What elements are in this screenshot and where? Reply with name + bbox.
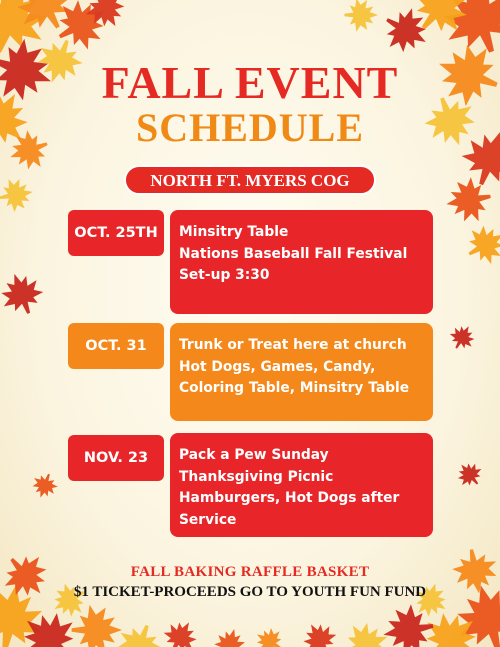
event-detail-line: Coloring Table, Minsitry Table <box>179 380 410 396</box>
raffle-title: FALL BAKING RAFFLE BASKET <box>130 564 370 580</box>
event-date-oct-31: OCT. 31 <box>68 323 164 369</box>
event-detail-line: Hot Dogs, Games, Candy, <box>179 358 376 375</box>
event-detail-line: Thanksgiving Picnic <box>179 468 334 485</box>
event-date-nov-23: NOV. 23 <box>68 435 164 481</box>
maple-leaf-icon <box>445 320 479 354</box>
maple-leaf-icon <box>0 267 48 321</box>
event-details-oct-31 <box>170 323 433 421</box>
event-detail-line: Set-up 3:30 <box>179 267 270 283</box>
maple-leaf-icon <box>338 616 395 647</box>
maple-leaf-icon <box>158 614 204 647</box>
event-detail-line: Pack a Pew Sunday <box>179 447 329 463</box>
event-detail-line: Service <box>179 511 237 528</box>
event-detail-line: Minsitry Table <box>179 224 289 240</box>
title-schedule: SCHEDULE <box>135 105 365 150</box>
maple-leaf-icon <box>344 0 378 32</box>
event-detail-line: Nations Baseball Fall Festival <box>179 245 408 262</box>
maple-leaf-icon <box>0 175 36 214</box>
organization-badge: NORTH FT. MYERS COG <box>124 165 376 195</box>
maple-leaf-icon <box>459 218 500 272</box>
event-details-nov-23 <box>170 433 433 537</box>
event-detail-line: Hamburgers, Hot Dogs after <box>179 490 400 506</box>
maple-leaf-icon <box>442 174 494 226</box>
maple-leaf-icon <box>29 470 61 502</box>
title-fall-event: FALL EVENT <box>101 57 399 108</box>
maple-leaf-icon <box>211 625 249 647</box>
raffle-info: $1 TICKET-PROCEEDS GO TO YOUTH FUN FUND <box>73 584 427 600</box>
maple-leaf-icon <box>250 622 288 647</box>
maple-leaf-icon <box>296 616 342 647</box>
maple-leaf-icon <box>452 457 488 493</box>
maple-leaf-icon <box>111 618 168 647</box>
event-date-oct-25: OCT. 25TH <box>68 210 164 256</box>
event-detail-line: Trunk or Treat here at church <box>179 337 407 353</box>
event-details-oct-25 <box>170 210 433 314</box>
